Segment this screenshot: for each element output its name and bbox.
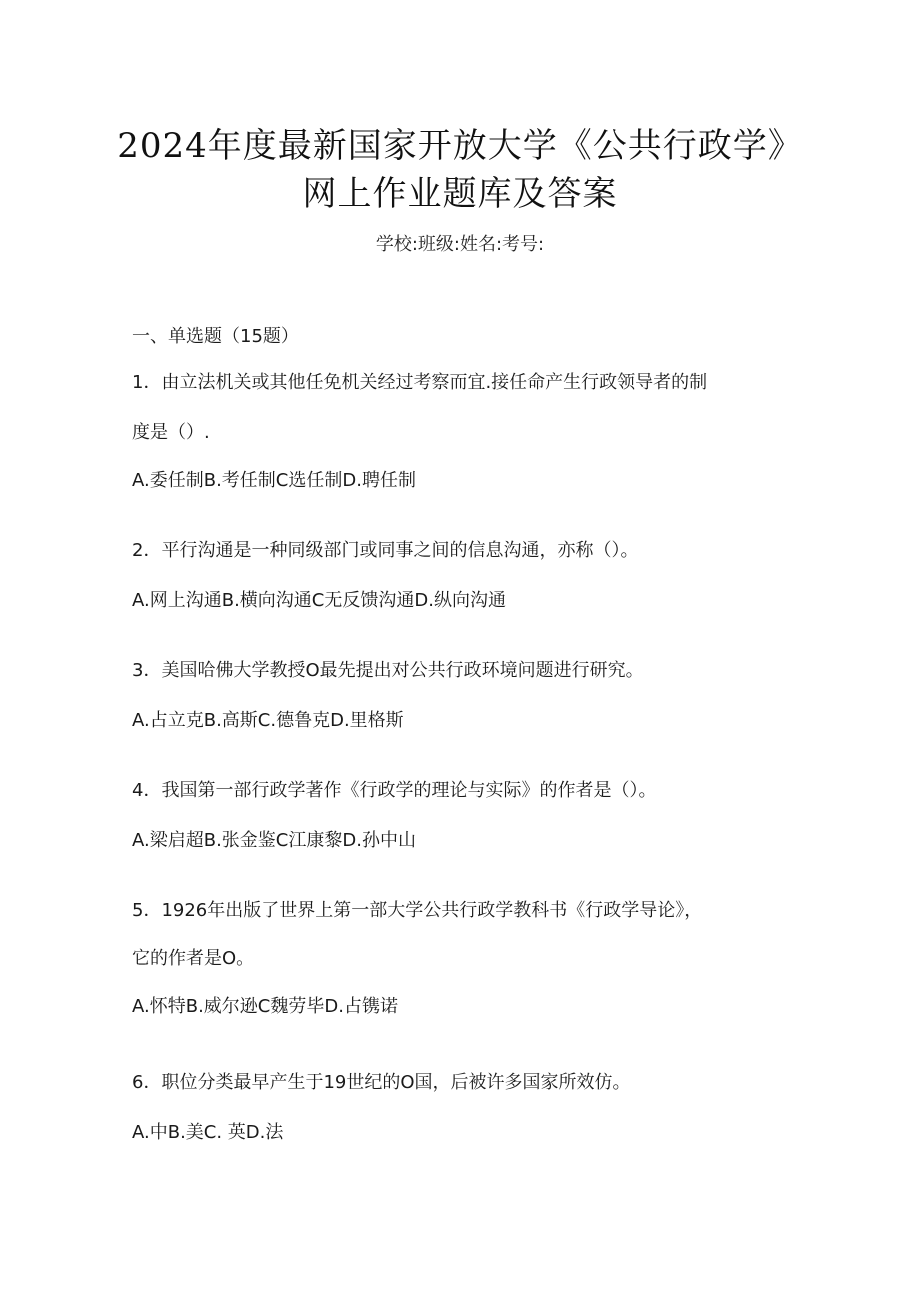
question-1-options: A.委任制B.考任制C选任制D.聘任制: [132, 470, 416, 491]
section-heading: 一、单选题（15题）: [132, 326, 299, 347]
question-1-line-1: 1．由立法机关或其他任免机关经过考察而宜.接任命产生行政领导者的制: [132, 372, 708, 393]
question-2-line-1: 2．平行沟通是一种同级部门或同事之间的信息沟通，亦称（）。: [132, 540, 639, 561]
question-6-line-1: 6．职位分类最早产生于19世纪的O国，后被许多国家所效仿。: [132, 1072, 631, 1093]
question-5-line-1: 5．1926年出版了世界上第一部大学公共行政学教科书《行政学导论》，: [132, 900, 703, 921]
question-2-options: A.网上沟通B.横向沟通C无反馈沟通D.纵向沟通: [132, 590, 506, 611]
question-5-line-2: 它的作者是O。: [132, 948, 255, 969]
student-info-line: 学校:班级:姓名:考号:: [375, 234, 545, 255]
question-3-options: A.占立克B.高斯C.德鲁克D.里格斯: [132, 710, 404, 731]
question-3-line-1: 3．美国哈佛大学教授O最先提出对公共行政环境问题进行研究。: [132, 660, 644, 681]
question-1-line-2: 度是（）.: [132, 422, 210, 443]
question-4-line-1: 4．我国第一部行政学著作《行政学的理论与实际》的作者是（）。: [132, 780, 657, 801]
question-6-options: A.中B.美C. 英D.法: [132, 1122, 284, 1143]
question-5-options: A.怀特B.威尔逊C魏劳毕D.占镌诺: [132, 996, 398, 1017]
question-4-options: A.梁启超B.张金鉴C江康黎D.孙中山: [132, 830, 416, 851]
document-title-line-2: 网上作业题库及答案: [302, 174, 618, 214]
document-title-line-1: 2024年度最新国家开放大学《公共行政学》: [117, 126, 803, 166]
